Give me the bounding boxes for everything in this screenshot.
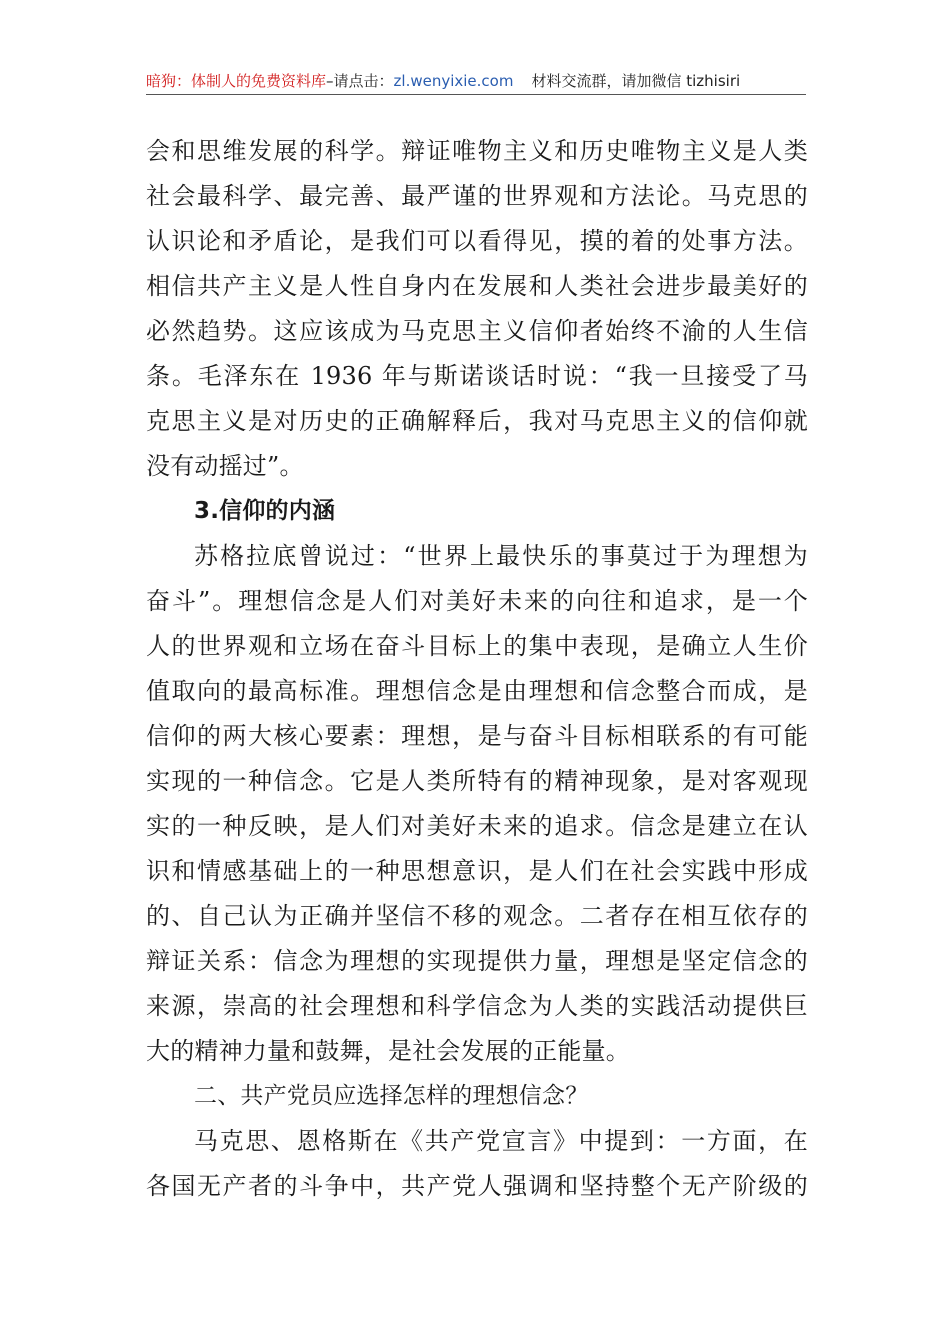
section-heading: 3.信仰的内涵	[194, 498, 336, 524]
paragraph-line: 没有动摇过”。	[146, 452, 304, 480]
paragraph-line: 认识论和矛盾论，是我们可以看得见，摸的着的处事方法。	[146, 227, 808, 255]
header-note: 材料交流群，请加微信 tizhisiri	[531, 72, 741, 90]
paragraph-line: 实现的一种信念。它是人类所特有的精神现象，是对客观现	[146, 767, 808, 795]
paragraph-line: 必然趋势。这应该成为马克思主义信仰者始终不渝的人生信	[146, 317, 808, 345]
page-header	[146, 68, 806, 95]
paragraph-line: 相信共产主义是人性自身内在发展和人类社会进步最美好的	[146, 272, 808, 300]
paragraph-line: 实的一种反映，是人们对美好未来的追求。信念是建立在认	[146, 812, 808, 840]
paragraph-line: 辩证关系：信念为理想的实现提供力量，理想是坚定信念的	[146, 947, 808, 975]
paragraph-line: 值取向的最高标准。理想信念是由理想和信念整合而成，是	[146, 677, 808, 705]
header-prompt: –请点击：	[326, 72, 394, 90]
header-brand: 暗狗：体制人的免费资料库	[146, 72, 327, 90]
paragraph-line: 苏格拉底曾说过：“世界上最快乐的事莫过于为理想为	[194, 542, 808, 570]
section-heading: 二、共产党员应选择怎样的理想信念？	[194, 1083, 589, 1109]
paragraph-line: 大的精神力量和鼓舞，是社会发展的正能量。	[146, 1037, 630, 1065]
paragraph-line: 识和情感基础上的一种思想意识，是人们在社会实践中形成	[146, 857, 808, 885]
paragraph-line: 信仰的两大核心要素：理想，是与奋斗目标相联系的有可能	[146, 722, 808, 750]
paragraph-line: 社会最科学、最完善、最严谨的世界观和方法论。马克思的	[146, 182, 808, 210]
paragraph-line: 奋斗”。理想信念是人们对美好未来的向往和追求，是一个	[146, 587, 808, 615]
paragraph-line: 人的世界观和立场在奋斗目标上的集中表现，是确立人生价	[146, 632, 808, 660]
paragraph-line: 来源，崇高的社会理想和科学信念为人类的实践活动提供巨	[146, 992, 808, 1020]
paragraph-line: 克思主义是对历史的正确解释后，我对马克思主义的信仰就	[146, 407, 808, 435]
document-body	[146, 129, 808, 1209]
paragraph-line: 的、自己认为正确并坚信不移的观念。二者存在相互依存的	[146, 902, 808, 930]
header-link[interactable]: zl.wenyixie.com	[393, 72, 514, 90]
paragraph-line: 会和思维发展的科学。辩证唯物主义和历史唯物主义是人类	[146, 137, 808, 165]
paragraph-line: 各国无产者的斗争中，共产党人强调和坚持整个无产阶级的	[146, 1172, 808, 1200]
paragraph-line: 马克思、恩格斯在《共产党宣言》中提到：一方面，在	[194, 1127, 808, 1155]
paragraph-line: 条。毛泽东在 1936 年与斯诺谈话时说：“我一旦接受了马	[146, 362, 808, 390]
